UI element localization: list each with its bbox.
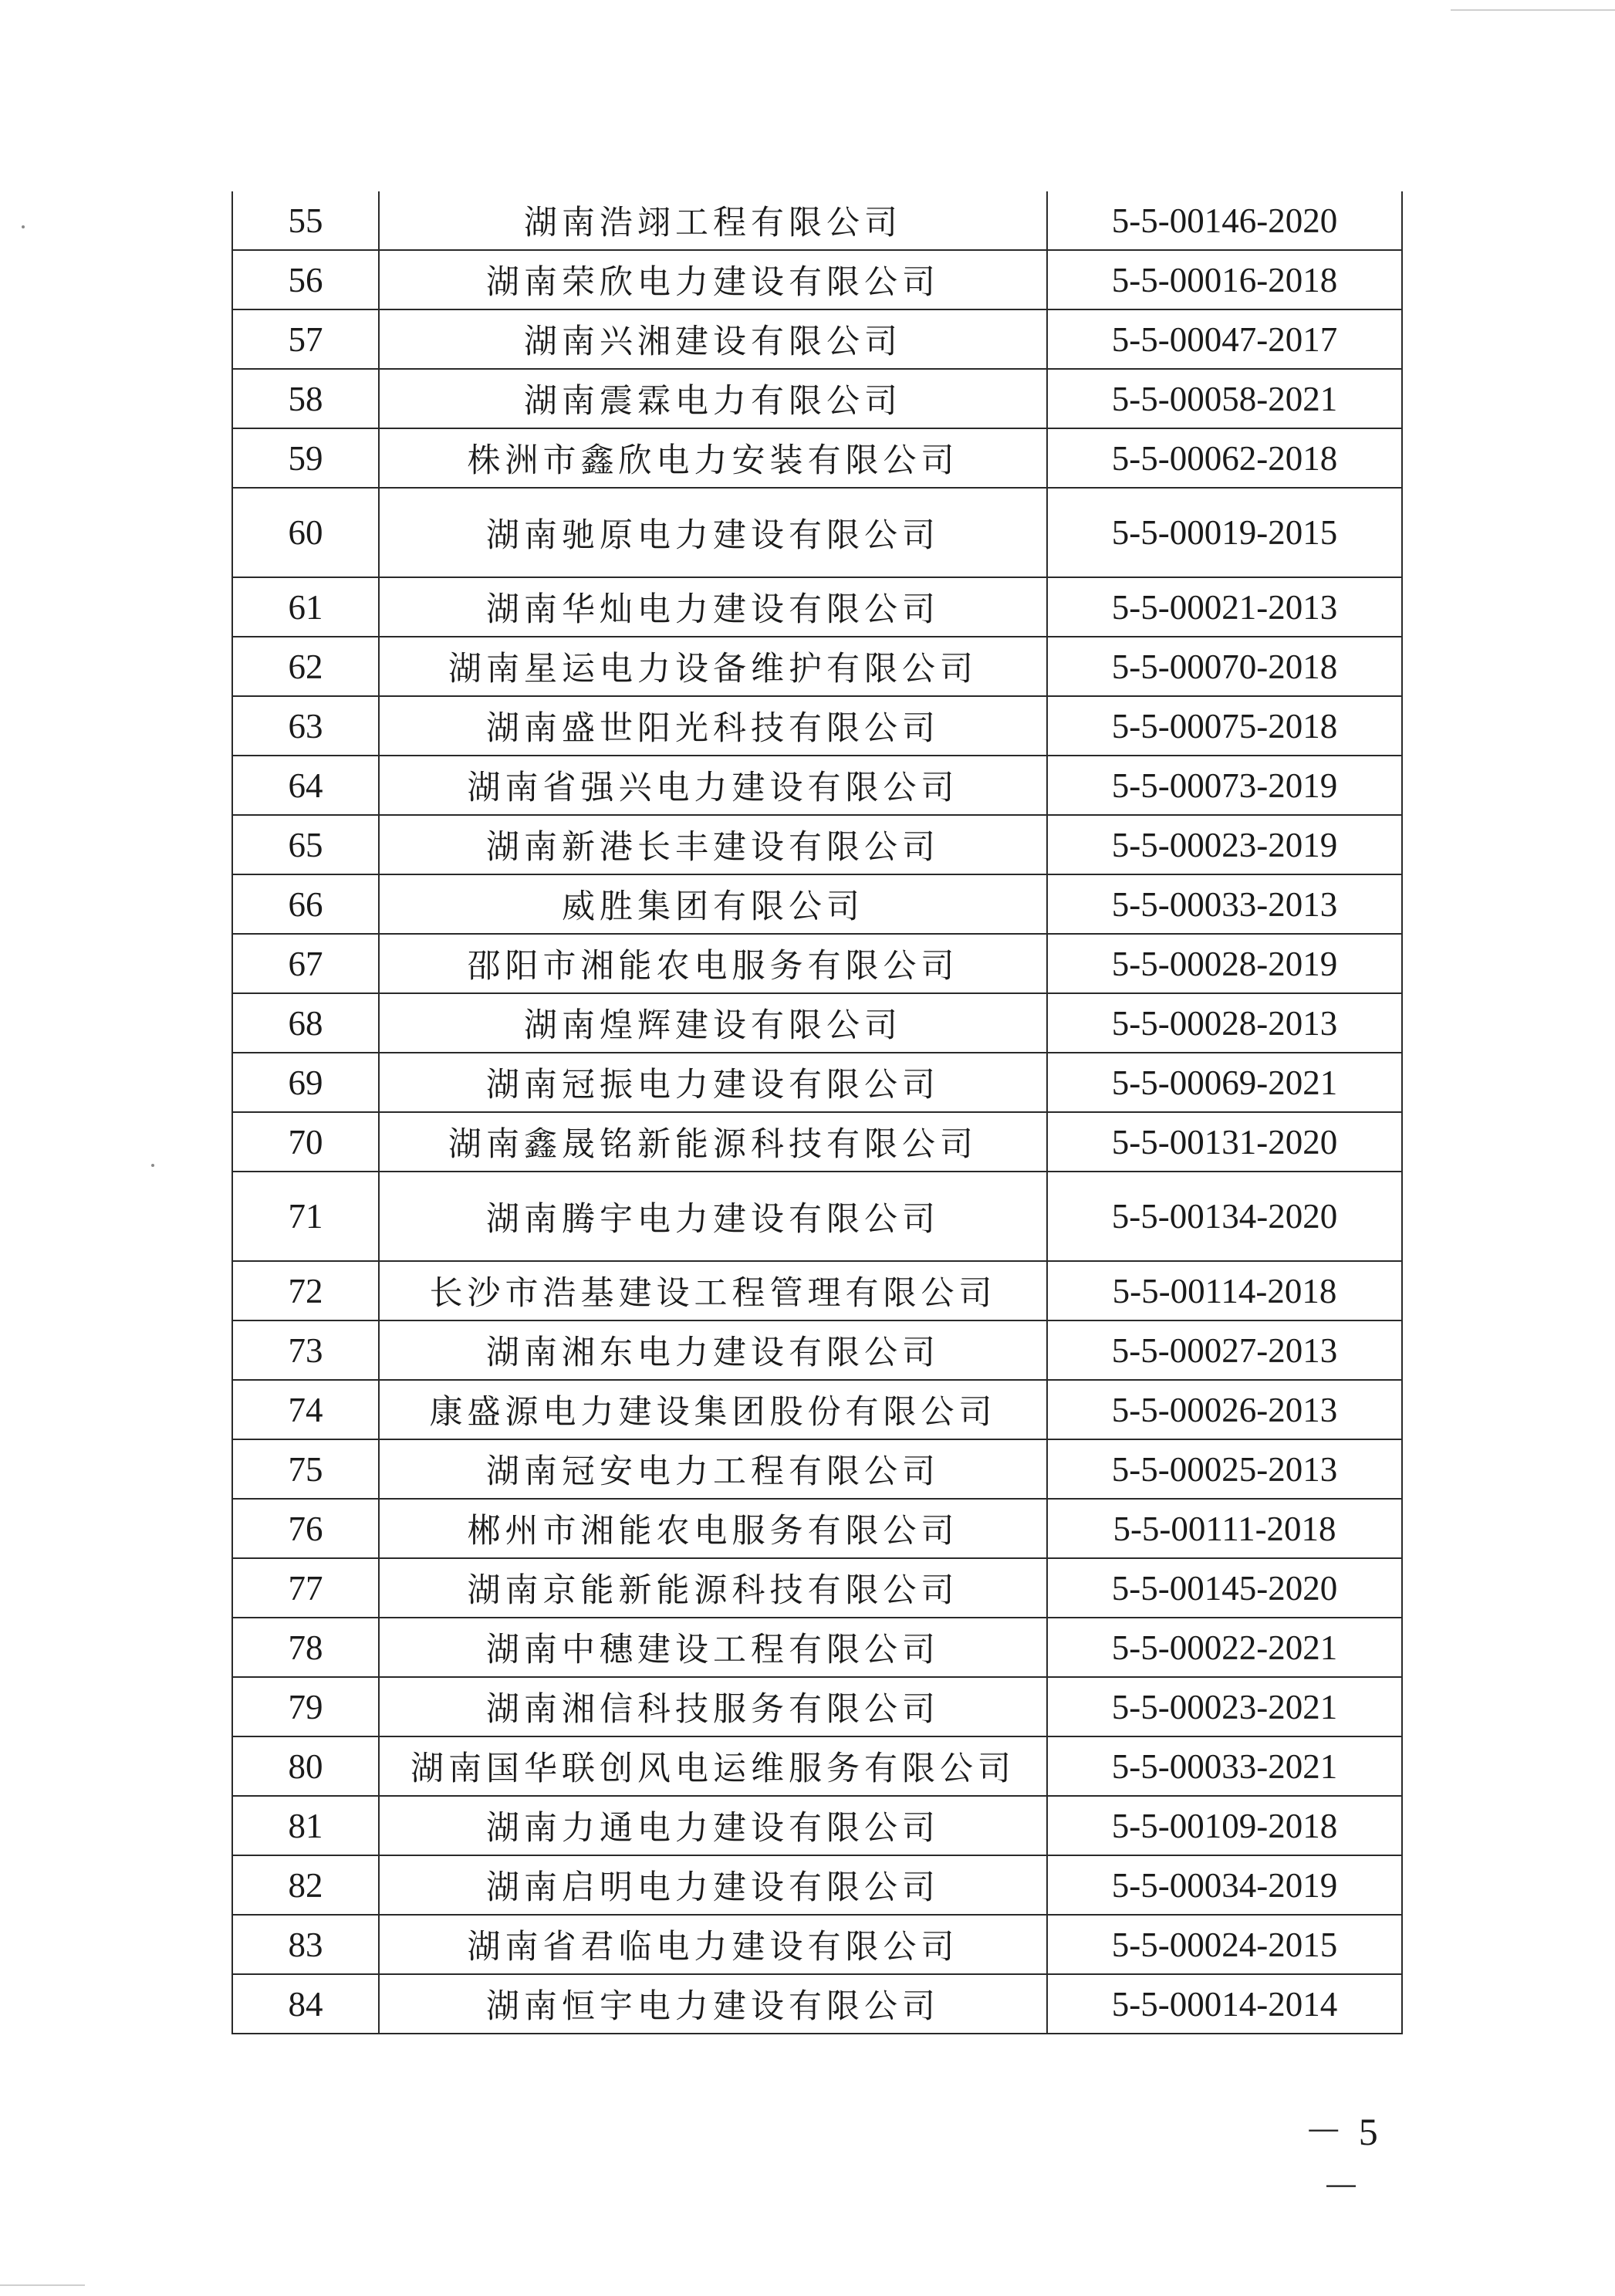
row-number-cell: 82 [232,1855,379,1915]
table-row [232,488,1402,577]
company-name-cell: 湖南京能新能源科技有限公司 [379,1558,1047,1618]
row-number-cell: 84 [232,1974,379,2034]
company-name-cell: 康盛源电力建设集团股份有限公司 [379,1380,1047,1439]
company-name-cell: 湖南盛世阳光科技有限公司 [379,696,1047,756]
row-number-cell: 61 [232,577,379,637]
license-code-cell: 5-5-00034-2019 [1047,1855,1402,1915]
company-name-cell: 湖南中穗建设工程有限公司 [379,1618,1047,1677]
row-number-cell: 77 [232,1558,379,1618]
company-license-table-body [232,191,1402,2034]
row-number-cell: 64 [232,756,379,815]
license-code-cell: 5-5-00027-2013 [1047,1320,1402,1380]
scan-speck [22,225,25,228]
company-name-cell: 湖南省君临电力建设有限公司 [379,1915,1047,1974]
company-name-cell: 湖南省强兴电力建设有限公司 [379,756,1047,815]
row-number-cell: 74 [232,1380,379,1439]
row-number-cell: 73 [232,1320,379,1380]
license-code-cell: 5-5-00019-2015 [1047,488,1402,577]
row-number-cell: 65 [232,815,379,874]
license-code-cell: 5-5-00047-2017 [1047,309,1402,369]
company-name-cell: 湖南新港长丰建设有限公司 [379,815,1047,874]
table-row [232,1499,1402,1558]
table-row [232,1320,1402,1380]
license-code-cell: 5-5-00028-2019 [1047,934,1402,993]
license-code-cell: 5-5-00131-2020 [1047,1112,1402,1172]
scan-edge-bottom [0,2284,85,2286]
row-number-cell: 57 [232,309,379,369]
row-number-cell: 59 [232,428,379,488]
company-name-cell: 邵阳市湘能农电服务有限公司 [379,934,1047,993]
table-row [232,1974,1402,2034]
license-code-cell: 5-5-00145-2020 [1047,1558,1402,1618]
row-number-cell: 62 [232,637,379,696]
table-row [232,993,1402,1053]
row-number-cell: 75 [232,1439,379,1499]
table-row [232,1618,1402,1677]
table-row [232,1112,1402,1172]
table-row [232,1380,1402,1439]
table-row [232,696,1402,756]
row-number-cell: 56 [232,250,379,309]
license-code-cell: 5-5-00111-2018 [1047,1499,1402,1558]
license-code-cell: 5-5-00033-2021 [1047,1736,1402,1796]
company-name-cell: 湖南恒宇电力建设有限公司 [379,1974,1047,2034]
table-row [232,191,1402,250]
table-row [232,1558,1402,1618]
table-row [232,428,1402,488]
table-row [232,1677,1402,1736]
license-code-cell: 5-5-00109-2018 [1047,1796,1402,1855]
company-name-cell: 湖南浩翊工程有限公司 [379,191,1047,250]
company-name-cell: 湖南星运电力设备维护有限公司 [379,637,1047,696]
table-row [232,934,1402,993]
row-number-cell: 60 [232,488,379,577]
row-number-cell: 76 [232,1499,379,1558]
company-name-cell: 郴州市湘能农电服务有限公司 [379,1499,1047,1558]
scan-speck [151,1164,154,1167]
company-name-cell: 湖南启明电力建设有限公司 [379,1855,1047,1915]
row-number-cell: 80 [232,1736,379,1796]
company-name-cell: 湖南湘信科技服务有限公司 [379,1677,1047,1736]
row-number-cell: 66 [232,874,379,934]
company-name-cell: 长沙市浩基建设工程管理有限公司 [379,1261,1047,1320]
row-number-cell: 55 [232,191,379,250]
license-code-cell: 5-5-00024-2015 [1047,1915,1402,1974]
table-row [232,1736,1402,1796]
row-number-cell: 67 [232,934,379,993]
row-number-cell: 83 [232,1915,379,1974]
company-name-cell: 湖南荣欣电力建设有限公司 [379,250,1047,309]
license-code-cell: 5-5-00022-2021 [1047,1618,1402,1677]
table-row [232,874,1402,934]
table-row [232,309,1402,369]
table-row [232,1796,1402,1855]
table-row [232,577,1402,637]
table-row [232,250,1402,309]
row-number-cell: 69 [232,1053,379,1112]
company-name-cell: 湖南兴湘建设有限公司 [379,309,1047,369]
scan-edge-top [1451,9,1615,11]
license-code-cell: 5-5-00016-2018 [1047,250,1402,309]
company-name-cell: 湖南鑫晟铭新能源科技有限公司 [379,1112,1047,1172]
table-row [232,1915,1402,1974]
company-name-cell: 湖南湘东电力建设有限公司 [379,1320,1047,1380]
license-code-cell: 5-5-00146-2020 [1047,191,1402,250]
company-name-cell: 湖南煌辉建设有限公司 [379,993,1047,1053]
table-row [232,756,1402,815]
row-number-cell: 63 [232,696,379,756]
license-code-cell: 5-5-00023-2019 [1047,815,1402,874]
license-code-cell: 5-5-00028-2013 [1047,993,1402,1053]
license-code-cell: 5-5-00134-2020 [1047,1172,1402,1261]
company-name-cell: 湖南冠振电力建设有限公司 [379,1053,1047,1112]
license-code-cell: 5-5-00026-2013 [1047,1380,1402,1439]
table-row [232,815,1402,874]
license-code-cell: 5-5-00033-2013 [1047,874,1402,934]
company-name-cell: 湖南驰原电力建设有限公司 [379,488,1047,577]
row-number-cell: 81 [232,1796,379,1855]
license-code-cell: 5-5-00021-2013 [1047,577,1402,637]
license-code-cell: 5-5-00075-2018 [1047,696,1402,756]
company-name-cell: 湖南华灿电力建设有限公司 [379,577,1047,637]
row-number-cell: 58 [232,369,379,428]
license-code-cell: 5-5-00058-2021 [1047,369,1402,428]
table-row [232,637,1402,696]
company-name-cell: 湖南冠安电力工程有限公司 [379,1439,1047,1499]
company-name-cell: 湖南腾宇电力建设有限公司 [379,1172,1047,1261]
license-code-cell: 5-5-00023-2021 [1047,1677,1402,1736]
license-code-cell: 5-5-00069-2021 [1047,1053,1402,1112]
license-code-cell: 5-5-00073-2019 [1047,756,1402,815]
license-code-cell: 5-5-00014-2014 [1047,1974,1402,2034]
company-name-cell: 威胜集团有限公司 [379,874,1047,934]
row-number-cell: 72 [232,1261,379,1320]
table-row [232,1172,1402,1261]
company-name-cell: 株洲市鑫欣电力安装有限公司 [379,428,1047,488]
company-license-table [231,191,1403,2034]
table-row [232,1261,1402,1320]
company-name-cell: 湖南力通电力建设有限公司 [379,1796,1047,1855]
row-number-cell: 68 [232,993,379,1053]
row-number-cell: 71 [232,1172,379,1261]
page-number: － 5 － [1304,2110,1381,2209]
table-row [232,369,1402,428]
row-number-cell: 79 [232,1677,379,1736]
license-code-cell: 5-5-00062-2018 [1047,428,1402,488]
license-code-cell: 5-5-00070-2018 [1047,637,1402,696]
company-name-cell: 湖南国华联创风电运维服务有限公司 [379,1736,1047,1796]
table-row [232,1439,1402,1499]
row-number-cell: 70 [232,1112,379,1172]
table-row [232,1053,1402,1112]
license-code-cell: 5-5-00114-2018 [1047,1261,1402,1320]
row-number-cell: 78 [232,1618,379,1677]
table-row [232,1855,1402,1915]
license-code-cell: 5-5-00025-2013 [1047,1439,1402,1499]
company-name-cell: 湖南震霖电力有限公司 [379,369,1047,428]
